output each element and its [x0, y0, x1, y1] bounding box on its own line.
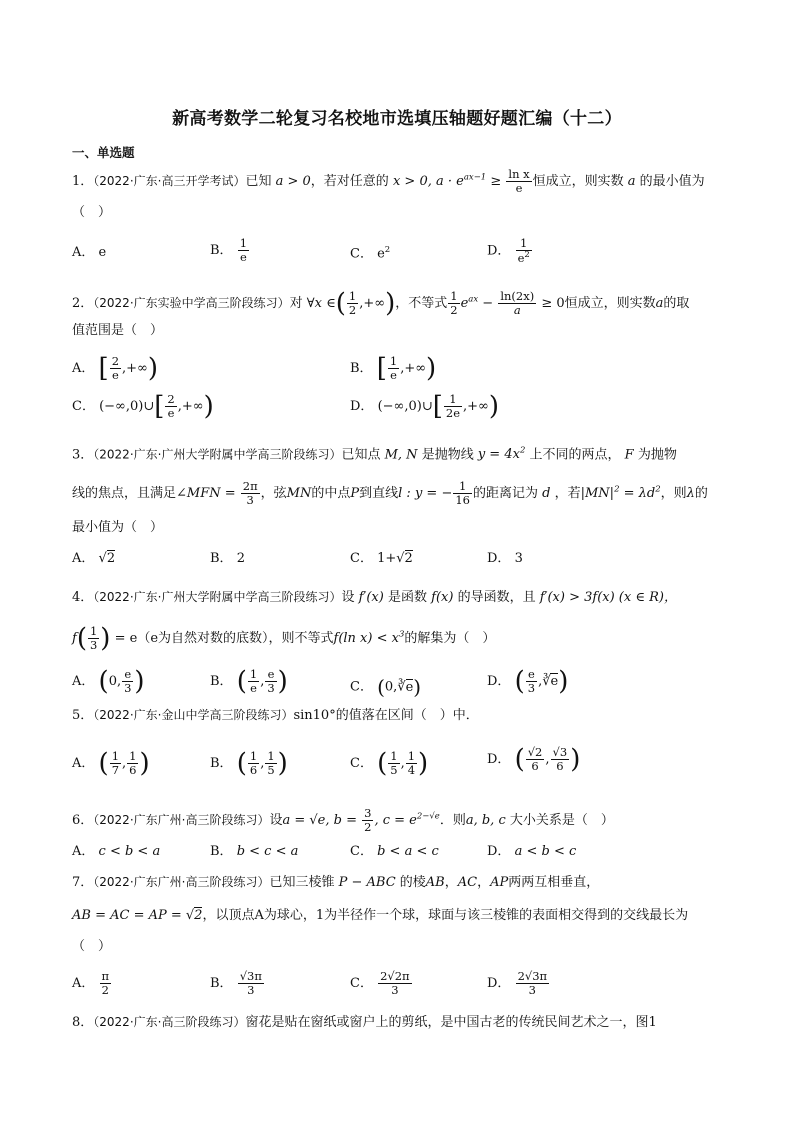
q3-number: 3． [72, 447, 94, 463]
q2-number: 2． [72, 296, 94, 312]
q1-paren: （ ） [72, 205, 112, 220]
q2-line1: 2．（2022·广东实验中学高三阶段练习）对 ∀x ∈( $\frac{1}{2}$ ,+∞)，不等式 $\frac{1}{2}$ $e^{ax}$ − $\frac{\ln(2x)}{a}$ ≥ 0恒成立，则实数a的取 [72, 288, 690, 319]
q6-source: （2022·广东广州·高三阶段练习） [93, 813, 270, 828]
q5-option-d: D． ( $\frac{√2}{6}$ , $\frac{√3}{6}$ ) [487, 744, 581, 775]
q7-option-b: B． $\frac{√3\pi}{3}$ [210, 969, 262, 998]
q1-option-b: B． $\frac{1}{e}$ [210, 236, 248, 265]
q4-line1: 4．（2022·广东·广州大学附属中学高三阶段练习）设 f′(x) 是函数 f(x) 的导函数，且 f′(x) > 3f(x) (x ∈ R)， [72, 590, 677, 605]
q3-source: （2022·广东·广州大学附属中学高三阶段练习） [93, 447, 342, 462]
q1-option-a: A． e [72, 245, 107, 260]
q3-line2: 线的焦点，且满足∠MFN = $\frac{2\pi}{3}$ ，弦MN的中点P到直线l : y = − $\frac{1}{16}$ 的距离记为 d ，若$|MN|^2 = \lambda d^2$，则λ的 [72, 479, 708, 508]
q5-option-c: C． ( $\frac{1}{5}$ , $\frac{1}{4}$ ) [350, 748, 429, 779]
q7-line3: （ ） [72, 939, 112, 954]
q5-line1: 5．（2022·广东·金山中学高三阶段练习）sin10°的值落在区间（ ）中． [72, 708, 479, 723]
q2-option-d: D． (−∞,0)∪[ $\frac{1}{2e}$ ,+∞) [350, 391, 500, 422]
q4-source: （2022·广东·广州大学附属中学高三阶段练习） [93, 590, 342, 604]
q2-option-a: A． [ $\frac{2}{e}$ ,+∞) [72, 353, 159, 384]
q3-option-b: B． 2 [210, 551, 245, 566]
q5-source: （2022·广东·金山中学高三阶段练习） [93, 708, 294, 722]
q7-number: 7． [72, 875, 94, 890]
q5-number: 5． [72, 708, 94, 723]
q1-number: 1． [72, 174, 94, 190]
q3-line1: 3．（2022·广东·广州大学附属中学高三阶段练习）已知点 M, N 是抛物线 $y = 4x^2$ 上不同的两点， F 为抛物 [72, 446, 677, 463]
q5-option-a: A． ( $\frac{1}{7}$ , $\frac{1}{6}$ ) [72, 748, 150, 779]
q8-number: 8． [72, 1015, 94, 1030]
q5-option-b: B． ( $\frac{1}{6}$ , $\frac{1}{5}$ ) [210, 748, 288, 779]
q1-option-c: C． $e^2$ [350, 245, 391, 262]
q6-option-c: C． b < a < c [350, 844, 439, 859]
q4-number: 4． [72, 590, 94, 605]
q3-option-c: C． 1+√2 [350, 551, 413, 566]
q1-math: a > 0 [275, 174, 311, 190]
q8-source: （2022·广东·高三阶段练习） [93, 1015, 246, 1029]
q1-source: （2022·广东·高三开学考试） [93, 174, 246, 189]
q2-option-b: B． [ $\frac{1}{e}$ ,+∞) [350, 353, 437, 384]
q3-option-d: D． 3 [487, 551, 523, 566]
q7-option-a: A． $\frac{\pi}{2}$ [72, 969, 110, 998]
document-title: 新高考数学二轮复习名校地市选填压轴题好题汇编（十二） [172, 109, 622, 129]
q3-option-a: A． √2 [72, 551, 116, 566]
q6-number: 6． [72, 813, 94, 829]
q1-line1: 1．（2022·广东·高三开学考试）已知 a > 0，若对任意的 x > 0, $a \cdot e^{ax-1}$ ≥ $\frac{\text{ln x}}{e}$ 恒成立，则实数 a 的最小值为 [72, 167, 705, 196]
q4-line2: f( $\frac{1}{3}$ ) = e（e为自然对数的底数），则不等式f(ln $x) < x^3$的解集为（ ） [72, 623, 496, 654]
section-heading: 一、单选题 [72, 145, 135, 160]
q2-source: （2022·广东实验中学高三阶段练习） [93, 296, 290, 311]
q2-option-c: C． (−∞,0)∪[ $\frac{2}{e}$ ,+∞) [72, 391, 214, 422]
q4-option-b: B． ( $\frac{1}{e}$ , $\frac{e}{3}$ ) [210, 666, 288, 697]
q1-option-d: D． $\frac{1}{e^2}$ [487, 236, 530, 266]
q4-option-a: A． (0, $\frac{e}{3}$ ) [72, 666, 145, 697]
q7-line1: 7．（2022·广东广州·高三阶段练习）已知三棱锥 P − ABC 的棱AB，AC，AP两两互相垂直， [72, 875, 600, 890]
q4-option-d: D． ( $\frac{e}{3}$ ,∛e) [487, 666, 569, 697]
q3-line3: 最小值为（ ） [72, 520, 164, 535]
q6-line1: 6．（2022·广东广州·高三阶段练习）设a = √e, b = $\frac{3}{2}$ , $c = e^{2-√e}$．则a, b, c 大小关系是（ ） [72, 806, 614, 835]
q8-line1: 8．（2022·广东·高三阶段练习）窗花是贴在窗纸或窗户上的剪纸，是中国古老的传统民间艺术之一，图1 [72, 1015, 657, 1030]
q7-source: （2022·广东广州·高三阶段练习） [93, 875, 270, 889]
q6-option-b: B． b < c < a [210, 844, 299, 859]
q6-option-d: D． a < b < c [487, 844, 577, 859]
q6-option-a: A． c < b < a [72, 844, 161, 859]
q2-line2: 值范围是（ ） [72, 323, 164, 338]
q7-line2: AB = AC = AP = √2，以顶点A为球心，1为半径作一个球，球面与该三棱锥的表面相交得到的交线最长为 [72, 908, 689, 923]
q1-math: x > 0, $a \cdot e^{ax-1}$ ≥ [392, 172, 506, 190]
q4-option-c: C． (0,∛e) [350, 675, 422, 699]
q7-option-c: C． $\frac{2√2\pi}{3}$ [350, 969, 410, 998]
q7-option-d: D． $\frac{2√3\pi}{3}$ [487, 969, 548, 998]
q1-fraction: $\frac{\text{ln x}}{e}$ [508, 167, 530, 196]
